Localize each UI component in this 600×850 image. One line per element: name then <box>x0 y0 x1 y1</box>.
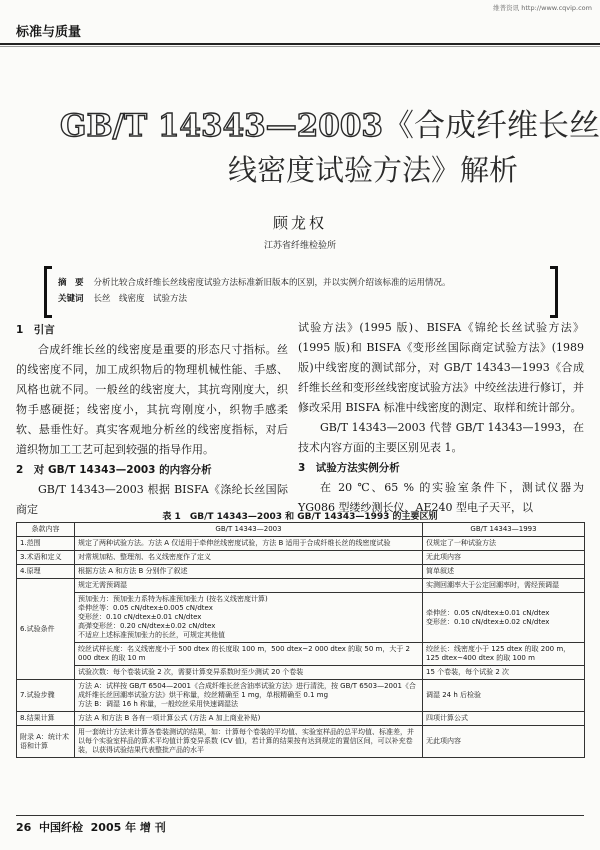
table-cell-new: 试验次数：每个卷装试验 2 次，需要计算变异系数时至少测试 20 个卷装 <box>75 666 423 680</box>
table-cell-old: 牵伸丝：0.05 cN/dtex±0.01 cN/dtex 变形丝：0.10 cN/dtex±0.02 cN/dtex <box>423 593 585 643</box>
table-row <box>17 537 585 551</box>
table-cell-old: 15 个卷装，每个试验 2 次 <box>423 666 585 680</box>
heading-example: 3 试验方法实例分析 <box>298 462 400 474</box>
author: 顾龙权 <box>272 214 327 232</box>
paragraph-replacement: GB/T 14343—2003 代替 GB/T 14343—1993，在技术内容方面的主要区别见表 1。 <box>298 421 584 454</box>
heading-introduction: 1 引言 <box>16 324 55 336</box>
abstract-label: 摘 要 <box>58 278 84 288</box>
left-column <box>16 320 288 520</box>
abstract <box>58 276 451 288</box>
table-cell-old: 绞丝长：线密度小于 125 dtex 的取 200 m，125 dtex~400 dtex 的取 100 m <box>423 643 585 666</box>
table-cell-old: 简单叙述 <box>423 565 585 579</box>
table-row <box>17 680 585 712</box>
table-row <box>17 551 585 565</box>
article-title-line2: 线密度试验方法》解析 <box>228 153 519 187</box>
table-cell-new: 绞丝试样长度：名义线密度小于 500 dtex 的长度取 100 m，500 dtex~2 000 dtex 的取 50 m，大于 2 000 dtex 的取 10 m <box>75 643 423 666</box>
section-tag: 标准与质量 <box>16 25 82 40</box>
header-rule <box>0 43 600 45</box>
paragraph-continued: 试验方法》(1995 版)、BISFA《锦纶长丝试验方法》(1995 版)和 BISFA《变形丝国际商定试验方法》(1989 版)中线密度的测试部分，对 GB/T 14343—1993《合成纤维长丝和变形丝线密度试验方法》中绞丝法进行修订，并修改采用 BISFA 标准中线密度的测定、取样和统计部分。 <box>298 321 584 414</box>
paragraph-intro: 合成纤维长丝的线密度是重要的形态尺寸指标。丝的线密度不同，加工成织物后的物理机械性能、手感、风格也就不同。一般丝的线密度大，其抗弯刚度大，织物手感硬挺；线密度小，其抗弯刚度小，织物手感柔软、悬垂性好。真实客观地分析丝的线密度指标，对后道织物加工工艺可起到较强的指导作用。 <box>16 343 288 456</box>
table-cell-new: 方法 A 和方法 B 各有一项计算公式 (方法 A 加上商业补贴) <box>75 712 423 726</box>
table-row <box>17 712 585 726</box>
table-cell-new: 规定无需预调湿 <box>75 579 423 593</box>
table-cell-old: 仅规定了一种试验方法 <box>423 537 585 551</box>
table-row <box>17 565 585 579</box>
affiliation: 江苏省纤维检验所 <box>263 241 336 251</box>
right-column <box>298 318 584 518</box>
article-title-line1 <box>60 100 600 145</box>
header-rule-thin <box>0 46 600 47</box>
watermark: 维普资讯 http://www.cqvip.com <box>493 4 592 12</box>
table-cell-old: 无此项内容 <box>423 726 585 758</box>
table-header: GB/T 14343—2003 <box>75 523 423 537</box>
table-cell-item: 7.试验步骤 <box>17 680 75 712</box>
keywords-label: 关键词 <box>58 294 84 304</box>
paragraph-analysis: GB/T 14343—2003 根据 BISFA《涤纶长丝国际商定 <box>16 483 288 516</box>
table-cell-old: 调湿 24 h 后检验 <box>423 680 585 712</box>
table-row <box>17 593 585 643</box>
table-caption: 表 1 GB/T 14343—2003 和 GB/T 14343—1993 的主要区别 <box>162 512 438 522</box>
comparison-table <box>16 522 585 758</box>
table-cell-item: 1.范围 <box>17 537 75 551</box>
footer <box>16 819 166 835</box>
abstract-bracket-left <box>44 266 52 318</box>
table-cell-new: 对常规加粘、整理剂、名义线密度作了定义 <box>75 551 423 565</box>
table-row <box>17 643 585 666</box>
title-standard-number: GB/T 14343—2003 <box>60 108 383 144</box>
table-cell-old: 无此项内容 <box>423 551 585 565</box>
table-cell-new: 规定了两种试验方法。方法 A 仅适用于牵伸丝线密度试验，方法 B 适用于合成纤维长丝的线密度试验 <box>75 537 423 551</box>
table-header: GB/T 14343—1993 <box>423 523 585 537</box>
table-cell-old: 实测回潮率大于公定回潮率时，需经预调湿 <box>423 579 585 593</box>
table-cell-new: 用一套统计方法来计算各卷装测试的结果，如：计算每个卷装的平均值、实验室样品的总平均值、标准差，并以每个实验室样品的算术平均值计算变异系数 (CV 值)，若计算的结果按有达到规定的置信区间，可以补充卷装，以获得试验结果代表整批产品的水平 <box>75 726 423 758</box>
table-cell-new: 预加张力：预加张力系特为标准预加张力 (按名义线密度计算) 牵伸丝等：0.05 cN/dtex±0.005 cN/dtex 变形丝：0.10 cN/dtex±0.01 cN/dtex 高弹变形丝：0.20 cN/dtex±0.02 cN/dtex 不适应上述标准预加张力的长丝，可规定其他值 <box>75 593 423 643</box>
table-header: 条款内容 <box>17 523 75 537</box>
page-number: 26 <box>16 821 32 834</box>
table-cell-item: 4.原理 <box>17 565 75 579</box>
table-cell-item: 8.结果计算 <box>17 712 75 726</box>
journal-name: 中国纤检 <box>38 821 83 834</box>
table-row <box>17 726 585 758</box>
keywords-text: 长丝 线密度 试验方法 <box>93 294 188 304</box>
title-cn-part: 《合成纤维长丝 <box>383 108 600 144</box>
table-cell-new: 方法 A：试样按 GB/T 6504—2001《合成纤维长丝含油率试验方法》进行清洗，按 GB/T 6503—2001《合成纤维长丝回潮率试验方法》烘干称量，绞丝精确至 1 mg，单根精确至 0.1 mg 方法 B：调湿 16 h 称量，一般绞丝采用快速调湿法 <box>75 680 423 712</box>
abstract-text: 分析比较合成纤维长丝线密度试验方法标准新旧版本的区别，并以实例介绍该标准的运用情况。 <box>93 278 451 288</box>
table-row <box>17 579 585 593</box>
table-cell-item: 附录 A：统计术语和计算 <box>17 726 75 758</box>
footer-rule <box>16 815 584 816</box>
table-cell-item: 6.试验条件 <box>17 579 75 680</box>
abstract-bracket-right <box>550 266 558 318</box>
table-cell-old: 四项计算公式 <box>423 712 585 726</box>
table-cell-item: 3.术语和定义 <box>17 551 75 565</box>
paragraph-example: 在 20 ℃、65 % 的实验室条件下，测试仪器为 YG086 型缕纱测长仪、AE240 型电子天平，以 <box>298 481 584 514</box>
table-cell-new: 根据方法 A 和方法 B 分别作了叙述 <box>75 565 423 579</box>
heading-analysis: 2 对 GB/T 14343—2003 的内容分析 <box>16 464 212 476</box>
table-row <box>17 666 585 680</box>
table-header-row <box>17 523 585 537</box>
journal-issue: 2005 年 增 刊 <box>90 821 166 834</box>
keywords <box>58 292 187 304</box>
